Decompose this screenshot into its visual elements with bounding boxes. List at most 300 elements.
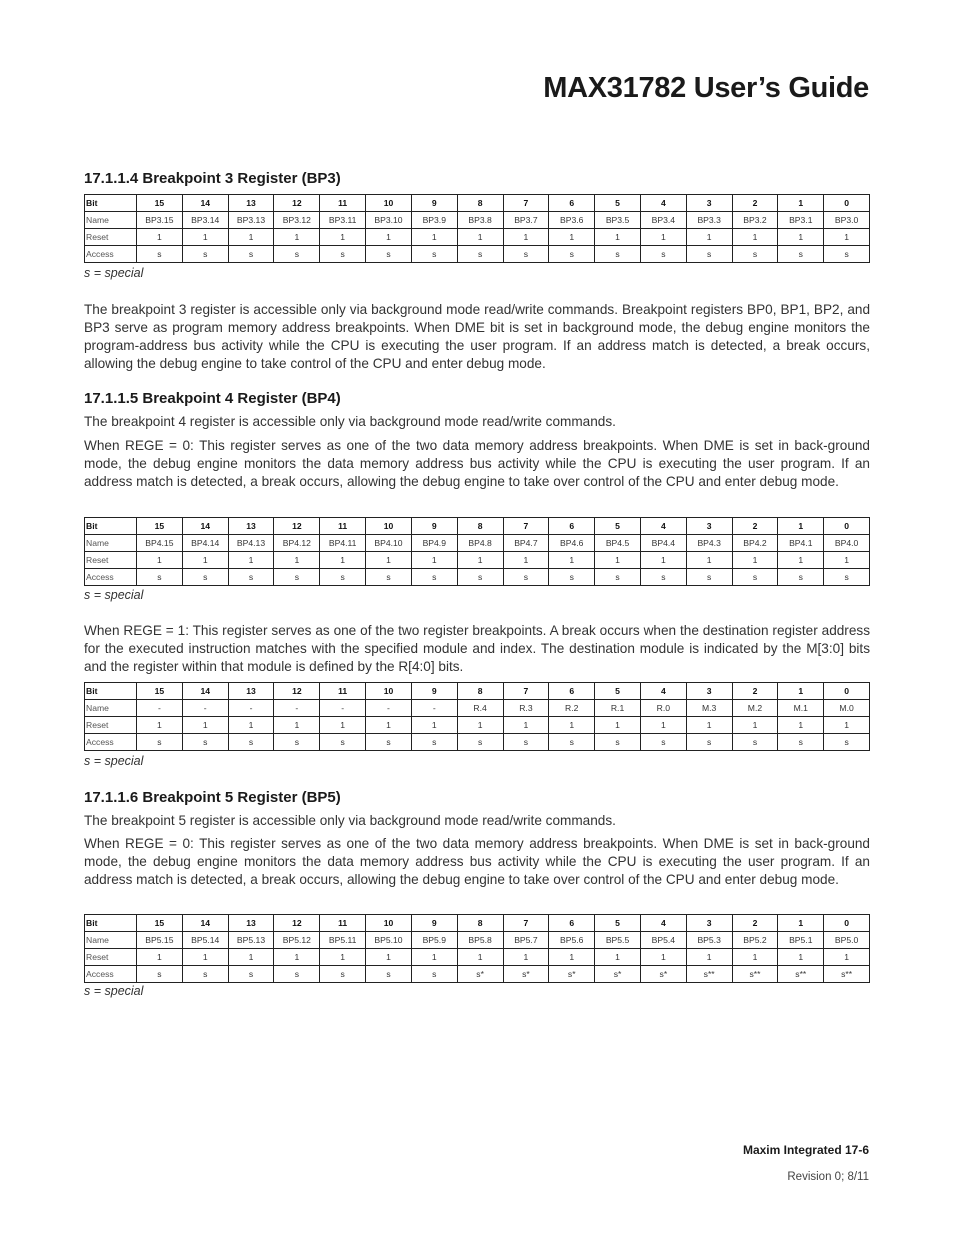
register-cell: s — [824, 734, 870, 751]
register-cell: 9 — [411, 915, 457, 932]
register-cell: 14 — [182, 195, 228, 212]
register-cell: s — [228, 734, 274, 751]
register-cell: s — [137, 734, 183, 751]
register-cell: BP3.0 — [824, 212, 870, 229]
register-row-reset — [85, 229, 870, 246]
register-cell: BP5.10 — [366, 932, 412, 949]
register-table-bp3 — [84, 194, 870, 263]
register-cell: s — [686, 734, 732, 751]
register-cell: 1 — [228, 949, 274, 966]
register-cell: BP3.1 — [778, 212, 824, 229]
register-cell: BP3.3 — [686, 212, 732, 229]
register-cell: 9 — [411, 518, 457, 535]
register-cell: 1 — [320, 552, 366, 569]
register-cell: BP3.7 — [503, 212, 549, 229]
register-cell: BP5.2 — [732, 932, 778, 949]
register-cell: BP5.1 — [778, 932, 824, 949]
register-table-bp4 — [84, 517, 870, 586]
register-cell: 1 — [778, 915, 824, 932]
register-cell: s** — [732, 966, 778, 983]
register-cell: 10 — [366, 683, 412, 700]
document-title: MAX31782 User’s Guide — [543, 72, 869, 104]
note-special-bp3: s = special — [84, 266, 144, 280]
register-cell: - — [228, 700, 274, 717]
register-row-name — [85, 212, 870, 229]
row-label: Bit — [85, 195, 137, 212]
register-cell: - — [366, 700, 412, 717]
register-cell: 1 — [640, 717, 686, 734]
register-cell: 1 — [824, 552, 870, 569]
row-label: Reset — [85, 229, 137, 246]
register-cell: 1 — [228, 229, 274, 246]
register-cell: s — [732, 569, 778, 586]
register-cell: 1 — [686, 552, 732, 569]
register-cell: 13 — [228, 915, 274, 932]
register-cell: s* — [595, 966, 641, 983]
register-cell: 6 — [549, 915, 595, 932]
register-cell: 12 — [274, 518, 320, 535]
register-cell: 11 — [320, 915, 366, 932]
register-cell: s — [778, 246, 824, 263]
register-cell: BP3.6 — [549, 212, 595, 229]
register-cell: 1 — [595, 717, 641, 734]
register-cell: 13 — [228, 195, 274, 212]
register-cell: 15 — [137, 518, 183, 535]
row-label: Access — [85, 966, 137, 983]
section-heading-bp4: 17.1.1.5 Breakpoint 4 Register (BP4) — [84, 390, 341, 407]
row-label: Name — [85, 932, 137, 949]
paragraph-bp3-description: The breakpoint 3 register is accessible only via background mode read/write commands. Breakpoint registers BP0, BP1, BP2, and BP3 serve as program memory address breakpoints. When DME bit is set in background mode, the debug engine monitors the program-address bus activity while the CPU is executing the user program. If an address match is detected, a break occurs, allowing the debug engine to take control of the CPU and enter debug mode. — [84, 302, 870, 371]
register-cell: BP3.13 — [228, 212, 274, 229]
register-cell: 1 — [503, 949, 549, 966]
register-cell: s — [366, 246, 412, 263]
register-cell: 8 — [457, 195, 503, 212]
register-cell: 1 — [778, 683, 824, 700]
register-cell: 1 — [778, 717, 824, 734]
register-cell: s — [503, 246, 549, 263]
register-cell: 1 — [503, 229, 549, 246]
register-cell: 1 — [778, 552, 824, 569]
register-cell: s — [457, 246, 503, 263]
register-cell: 8 — [457, 915, 503, 932]
register-cell: 14 — [182, 683, 228, 700]
register-cell: s — [320, 734, 366, 751]
register-cell: s — [503, 569, 549, 586]
register-cell: 6 — [549, 195, 595, 212]
register-cell: 7 — [503, 683, 549, 700]
register-cell: 1 — [457, 552, 503, 569]
register-cell: BP5.8 — [457, 932, 503, 949]
register-row-access — [85, 246, 870, 263]
register-cell: 0 — [824, 683, 870, 700]
paragraph-bp5-rege0: When REGE = 0: This register serves as one of the two data memory address breakpoints. When DME is set in back-ground mode, the debug engine monitors the data memory address bus activity while the CPU is executing the user program. If an address match is detected, a break occurs, allowing the debug engine to take over control of the CPU and enter debug mode. — [84, 836, 870, 887]
register-cell: 2 — [732, 683, 778, 700]
register-cell: BP4.14 — [182, 535, 228, 552]
register-cell: 4 — [640, 683, 686, 700]
register-cell: R.4 — [457, 700, 503, 717]
register-cell: 6 — [549, 683, 595, 700]
register-cell: BP4.11 — [320, 535, 366, 552]
register-cell: BP3.9 — [411, 212, 457, 229]
register-cell: 12 — [274, 683, 320, 700]
register-cell: s — [549, 734, 595, 751]
register-cell: BP3.11 — [320, 212, 366, 229]
register-cell: 3 — [686, 195, 732, 212]
register-cell: 1 — [778, 229, 824, 246]
register-cell: 9 — [411, 683, 457, 700]
register-cell: BP3.15 — [137, 212, 183, 229]
register-cell: BP5.13 — [228, 932, 274, 949]
register-cell: 1 — [320, 949, 366, 966]
register-cell: 1 — [457, 949, 503, 966]
register-cell: 7 — [503, 518, 549, 535]
register-cell: s* — [640, 966, 686, 983]
register-cell: 14 — [182, 518, 228, 535]
register-cell: s — [366, 966, 412, 983]
register-cell: 1 — [778, 518, 824, 535]
register-row-access — [85, 569, 870, 586]
register-cell: BP4.1 — [778, 535, 824, 552]
register-cell: s — [320, 569, 366, 586]
register-table-bp5 — [84, 914, 870, 983]
register-cell: s* — [549, 966, 595, 983]
register-cell: s — [732, 246, 778, 263]
register-cell: 11 — [320, 518, 366, 535]
register-cell: 3 — [686, 518, 732, 535]
register-row-bit — [85, 915, 870, 932]
register-cell: 10 — [366, 518, 412, 535]
register-cell: 5 — [595, 915, 641, 932]
row-label: Bit — [85, 915, 137, 932]
register-cell: 1 — [595, 552, 641, 569]
register-cell: 1 — [503, 717, 549, 734]
register-cell: BP5.4 — [640, 932, 686, 949]
register-row-access — [85, 734, 870, 751]
section-heading-bp5: 17.1.1.6 Breakpoint 5 Register (BP5) — [84, 789, 341, 806]
register-cell: 1 — [549, 229, 595, 246]
register-cell: 1 — [457, 229, 503, 246]
register-cell: 10 — [366, 915, 412, 932]
register-cell: 11 — [320, 683, 366, 700]
register-cell: 5 — [595, 195, 641, 212]
register-cell: 1 — [686, 949, 732, 966]
register-cell: BP3.2 — [732, 212, 778, 229]
register-cell: BP4.5 — [595, 535, 641, 552]
register-cell: - — [320, 700, 366, 717]
register-cell: 4 — [640, 195, 686, 212]
register-cell: 1 — [732, 229, 778, 246]
register-cell: 5 — [595, 683, 641, 700]
register-cell: 1 — [457, 717, 503, 734]
register-cell: 1 — [640, 949, 686, 966]
register-cell: s — [549, 569, 595, 586]
register-cell: BP4.7 — [503, 535, 549, 552]
register-cell: s* — [503, 966, 549, 983]
register-cell: 8 — [457, 518, 503, 535]
register-cell: 1 — [503, 552, 549, 569]
register-cell: BP5.6 — [549, 932, 595, 949]
register-cell: s — [640, 569, 686, 586]
register-cell: BP3.12 — [274, 212, 320, 229]
register-cell: s** — [824, 966, 870, 983]
register-cell: 1 — [137, 717, 183, 734]
section-heading-bp3: 17.1.1.4 Breakpoint 3 Register (BP3) — [84, 170, 341, 187]
register-cell: BP5.11 — [320, 932, 366, 949]
note-special-bp5: s = special — [84, 984, 144, 998]
register-cell: 1 — [732, 552, 778, 569]
register-row-name — [85, 535, 870, 552]
register-cell: 1 — [366, 552, 412, 569]
register-cell: BP4.0 — [824, 535, 870, 552]
register-cell: 5 — [595, 518, 641, 535]
register-cell: BP5.7 — [503, 932, 549, 949]
register-cell: BP4.13 — [228, 535, 274, 552]
register-cell: 1 — [549, 717, 595, 734]
register-cell: 1 — [824, 229, 870, 246]
row-label: Reset — [85, 949, 137, 966]
register-cell: s — [366, 734, 412, 751]
register-cell: R.0 — [640, 700, 686, 717]
register-cell: s — [640, 246, 686, 263]
register-cell: 14 — [182, 915, 228, 932]
register-cell: 1 — [411, 552, 457, 569]
register-cell: BP4.8 — [457, 535, 503, 552]
register-cell: M.0 — [824, 700, 870, 717]
register-cell: 1 — [182, 717, 228, 734]
register-cell: 1 — [320, 717, 366, 734]
register-cell: 1 — [640, 552, 686, 569]
row-label: Name — [85, 700, 137, 717]
register-cell: 1 — [228, 717, 274, 734]
register-cell: - — [182, 700, 228, 717]
paragraph-bp4-access: The breakpoint 4 register is accessible only via background mode read/write commands. — [84, 414, 616, 429]
row-label: Access — [85, 246, 137, 263]
register-cell: 3 — [686, 915, 732, 932]
note-special-bp4: s = special — [84, 588, 144, 602]
register-cell: 1 — [137, 229, 183, 246]
register-cell: BP3.5 — [595, 212, 641, 229]
register-cell: 1 — [411, 229, 457, 246]
register-cell: s — [686, 246, 732, 263]
register-cell: BP4.2 — [732, 535, 778, 552]
register-cell: 0 — [824, 195, 870, 212]
register-cell: BP5.14 — [182, 932, 228, 949]
register-row-bit — [85, 195, 870, 212]
register-cell: 1 — [274, 717, 320, 734]
register-cell: s — [595, 734, 641, 751]
row-label: Name — [85, 535, 137, 552]
register-cell: R.3 — [503, 700, 549, 717]
register-cell: 1 — [228, 552, 274, 569]
register-cell: BP3.10 — [366, 212, 412, 229]
register-cell: s — [320, 966, 366, 983]
register-cell: s — [595, 246, 641, 263]
register-cell: BP5.3 — [686, 932, 732, 949]
register-cell: R.1 — [595, 700, 641, 717]
register-cell: 12 — [274, 195, 320, 212]
register-cell: s — [228, 246, 274, 263]
register-cell: 7 — [503, 195, 549, 212]
register-cell: s — [411, 569, 457, 586]
register-cell: s — [274, 569, 320, 586]
register-cell: s — [274, 966, 320, 983]
register-cell: s — [457, 569, 503, 586]
register-cell: 1 — [182, 229, 228, 246]
register-cell: BP5.9 — [411, 932, 457, 949]
note-special-bp4-register-mode: s = special — [84, 754, 144, 768]
register-cell: s — [503, 734, 549, 751]
register-cell: - — [274, 700, 320, 717]
register-cell: s — [182, 569, 228, 586]
row-label: Reset — [85, 552, 137, 569]
register-cell: BP4.4 — [640, 535, 686, 552]
register-cell: s — [549, 246, 595, 263]
paragraph-bp4-rege1: When REGE = 1: This register serves as one of the two register breakpoints. A break occurs when the destination register address for the executed instruction matches with the specified module and index. The destination module is indicated by the M[3:0] bits and the register within that module is defined by the R[4:0] bits. — [84, 623, 870, 674]
register-cell: s — [137, 246, 183, 263]
register-cell: BP4.10 — [366, 535, 412, 552]
register-cell: 4 — [640, 915, 686, 932]
register-cell: 2 — [732, 518, 778, 535]
register-cell: s — [778, 734, 824, 751]
register-cell: s — [732, 734, 778, 751]
row-label: Access — [85, 734, 137, 751]
register-cell: 1 — [182, 949, 228, 966]
register-cell: BP5.5 — [595, 932, 641, 949]
register-cell: 1 — [686, 717, 732, 734]
register-cell: s — [824, 569, 870, 586]
register-cell: 11 — [320, 195, 366, 212]
register-cell: s — [182, 246, 228, 263]
register-cell: 1 — [366, 949, 412, 966]
register-cell: 1 — [137, 552, 183, 569]
register-cell: s — [411, 246, 457, 263]
register-row-access — [85, 966, 870, 983]
register-cell: 1 — [549, 552, 595, 569]
register-row-bit — [85, 518, 870, 535]
register-cell: BP5.15 — [137, 932, 183, 949]
register-row-name — [85, 700, 870, 717]
register-cell: - — [411, 700, 457, 717]
register-cell: s — [228, 569, 274, 586]
register-cell: 6 — [549, 518, 595, 535]
register-cell: 1 — [320, 229, 366, 246]
register-cell: s — [366, 569, 412, 586]
register-cell: 3 — [686, 683, 732, 700]
register-cell: M.1 — [778, 700, 824, 717]
register-cell: s — [824, 246, 870, 263]
register-cell: 13 — [228, 518, 274, 535]
register-cell: 1 — [411, 949, 457, 966]
register-cell: 10 — [366, 195, 412, 212]
register-cell: BP4.9 — [411, 535, 457, 552]
register-cell: s — [228, 966, 274, 983]
register-cell: 1 — [778, 195, 824, 212]
register-cell: 12 — [274, 915, 320, 932]
register-cell: s — [182, 966, 228, 983]
register-cell: s — [457, 734, 503, 751]
register-cell: 2 — [732, 195, 778, 212]
footer-brand-page: Maxim Integrated 17-6 — [742, 1143, 869, 1157]
register-cell: s — [640, 734, 686, 751]
register-cell: 8 — [457, 683, 503, 700]
register-cell: 15 — [137, 195, 183, 212]
register-cell: s — [320, 246, 366, 263]
register-cell: 1 — [366, 229, 412, 246]
register-cell: s — [274, 734, 320, 751]
register-cell: s* — [457, 966, 503, 983]
register-cell: 1 — [732, 717, 778, 734]
register-cell: 1 — [366, 717, 412, 734]
register-cell: s — [137, 569, 183, 586]
register-cell: 1 — [824, 717, 870, 734]
register-cell: 1 — [274, 229, 320, 246]
register-cell: BP3.8 — [457, 212, 503, 229]
register-cell: 1 — [274, 949, 320, 966]
register-cell: R.2 — [549, 700, 595, 717]
register-cell: 7 — [503, 915, 549, 932]
register-cell: BP3.4 — [640, 212, 686, 229]
register-cell: 1 — [595, 229, 641, 246]
paragraph-bp5-access: The breakpoint 5 register is accessible only via background mode read/write commands. — [84, 813, 616, 828]
register-cell: M.2 — [732, 700, 778, 717]
paragraph-bp4-rege0: When REGE = 0: This register serves as one of the two data memory address breakpoints. When DME is set in back-ground mode, the debug engine monitors the data memory address bus activity while the CPU is executing the user program. If an address match is detected, a break occurs, allowing the debug engine to take over control of the CPU and enter debug mode. — [84, 438, 870, 489]
row-label: Reset — [85, 717, 137, 734]
footer-revision: Revision 0; 8/11 — [787, 1171, 869, 1183]
register-cell: s — [686, 569, 732, 586]
register-cell: 1 — [824, 949, 870, 966]
register-cell: s** — [686, 966, 732, 983]
register-cell: BP3.14 — [182, 212, 228, 229]
register-cell: BP5.0 — [824, 932, 870, 949]
register-cell: 1 — [686, 229, 732, 246]
register-cell: 1 — [411, 717, 457, 734]
register-table-bp4-register-mode — [84, 682, 870, 751]
register-cell: 0 — [824, 518, 870, 535]
register-row-name — [85, 932, 870, 949]
register-cell: 0 — [824, 915, 870, 932]
register-cell: s — [137, 966, 183, 983]
register-cell: BP4.3 — [686, 535, 732, 552]
register-cell: s — [274, 246, 320, 263]
register-cell: 1 — [640, 229, 686, 246]
row-label: Bit — [85, 518, 137, 535]
register-cell: BP4.12 — [274, 535, 320, 552]
register-cell: 1 — [778, 949, 824, 966]
register-row-reset — [85, 552, 870, 569]
register-cell: - — [137, 700, 183, 717]
register-cell: 1 — [274, 552, 320, 569]
register-cell: 1 — [549, 949, 595, 966]
register-row-bit — [85, 683, 870, 700]
register-cell: s** — [778, 966, 824, 983]
row-label: Bit — [85, 683, 137, 700]
register-cell: s — [411, 734, 457, 751]
register-cell: 2 — [732, 915, 778, 932]
register-cell: M.3 — [686, 700, 732, 717]
register-cell: s — [595, 569, 641, 586]
register-cell: 1 — [182, 552, 228, 569]
register-cell: BP4.6 — [549, 535, 595, 552]
row-label: Access — [85, 569, 137, 586]
register-cell: 4 — [640, 518, 686, 535]
register-cell: 9 — [411, 195, 457, 212]
register-row-reset — [85, 717, 870, 734]
register-cell: BP5.12 — [274, 932, 320, 949]
register-cell: 13 — [228, 683, 274, 700]
register-row-reset — [85, 949, 870, 966]
register-cell: s — [182, 734, 228, 751]
register-cell: 1 — [732, 949, 778, 966]
